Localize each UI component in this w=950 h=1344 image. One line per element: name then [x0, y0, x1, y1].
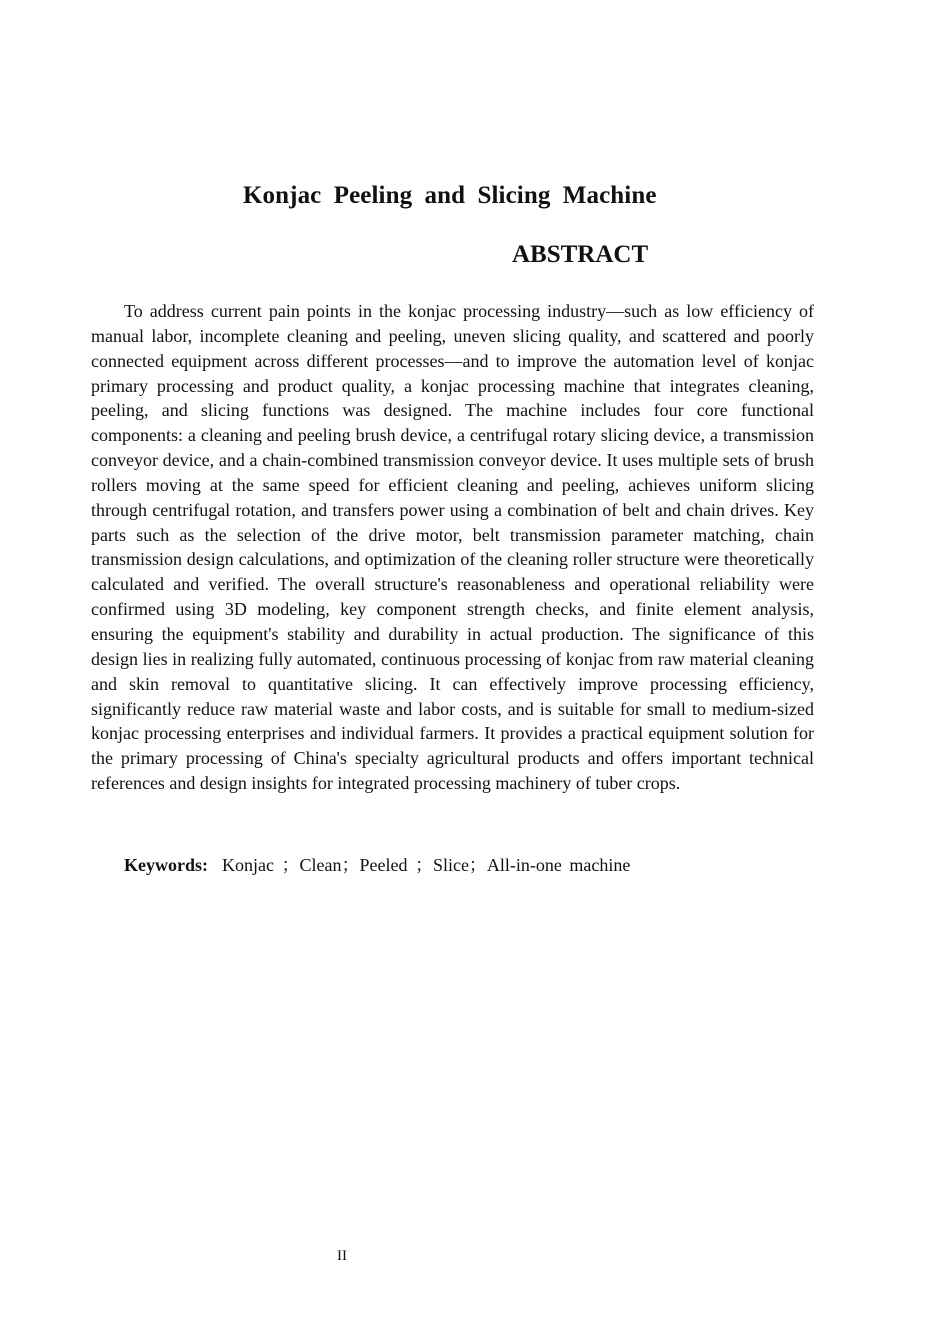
abstract-paragraph: To address current pain points in the konjac processing industry—such as low efficiency of manual labor, incomplete cleaning and peeling, uneven slicing quality, and scattered and poorly connected equipment across different processes—and to improve the automation level of konjac primary processing and product quality, a konjac processing machine that integrates cleaning, peeling, and slicing functions was designed. The machine includes four core functional components: a cleaning and peeling brush device, a centrifugal rotary slicing device, a transmission conveyor device, and a chain-combined transmission conveyor device. It uses multiple sets of brush rollers moving at the same speed for efficient cleaning and peeling, achieves uniform slicing through centrifugal rotation, and transfers power using a combination of belt and chain drives. Key parts such as the selection of the drive motor, belt transmission parameter matching, chain transmission design calculations, and optimization of the cleaning roller structure were theoretically calculated and verified. The overall structure's reasonableness and operational reliability were confirmed using 3D modeling, key component strength checks, and finite element analysis, ensuring the equipment's stability and durability in actual production. The significance of this design lies in realizing fully automated, continuous processing of konjac from raw material cleaning and skin removal to quantitative slicing. It can effectively improve processing efficiency, significantly reduce raw material waste and labor costs, and is suitable for small to medium-sized konjac processing enterprises and individual farmers. It provides a practical equipment solution for the primary processing of China's specialty agricultural products and offers important technical references and design insights for integrated processing machinery of tuber crops.: [91, 301, 814, 794]
document-title: Konjac Peeling and Slicing Machine: [243, 182, 657, 209]
keywords-line: [124, 851, 630, 877]
keywords-label: Keywords:: [124, 855, 208, 875]
keywords-text: Konjac ；Clean；Peeled ；Slice；All-in-one machine: [222, 855, 631, 875]
page-number: II: [337, 1248, 347, 1264]
abstract-heading: ABSTRACT: [512, 241, 649, 268]
